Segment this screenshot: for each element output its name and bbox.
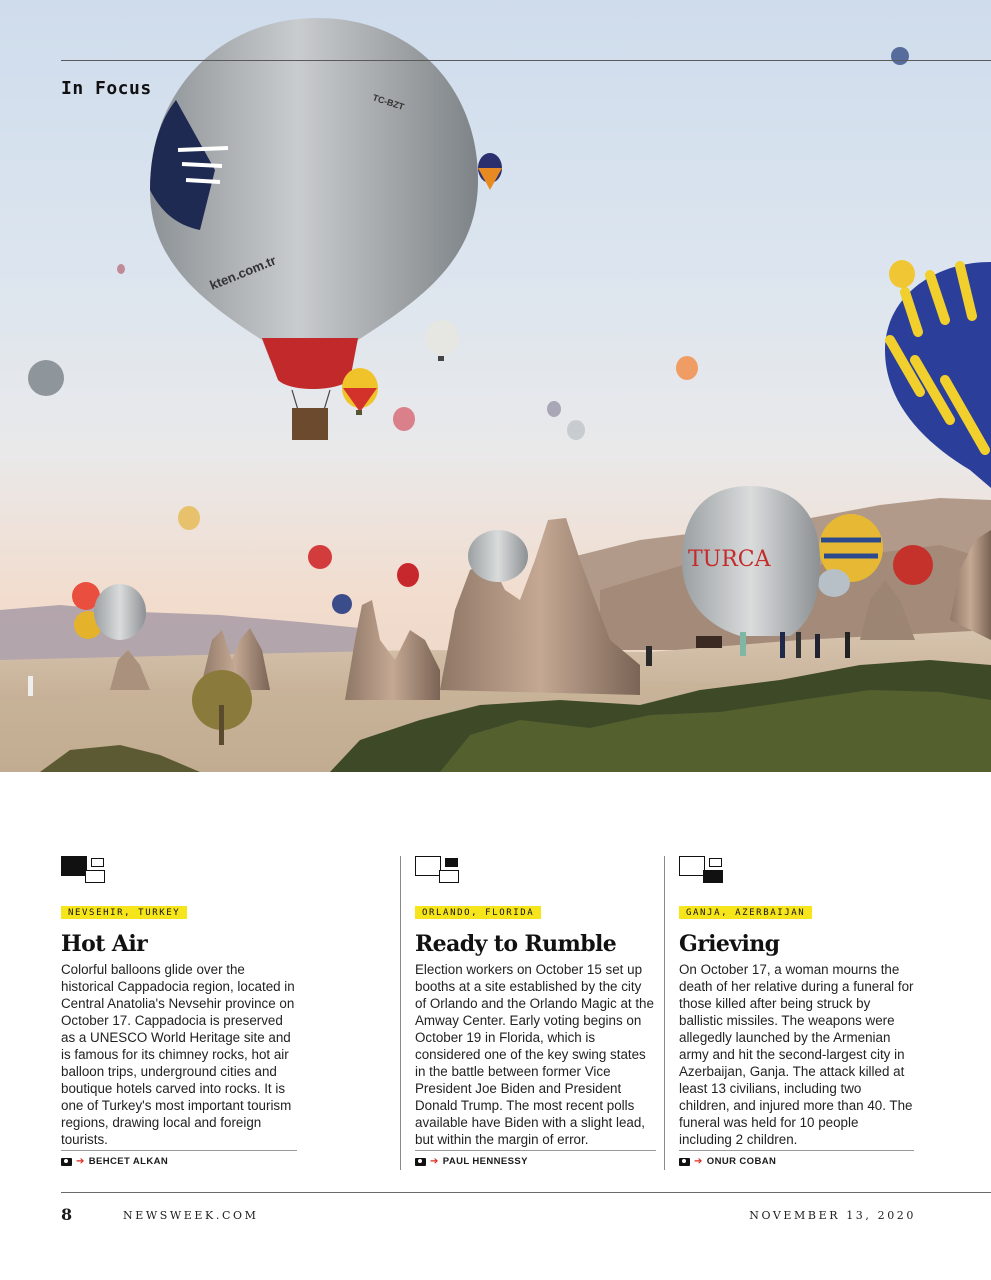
camera-icon bbox=[61, 1158, 72, 1166]
svg-text:kten.com.tr: kten.com.tr bbox=[207, 252, 279, 293]
photographer-name: ONUR COBAN bbox=[706, 1156, 777, 1167]
camera-icon bbox=[415, 1158, 426, 1166]
story-headline: Hot Air bbox=[61, 931, 148, 957]
arrow-right-icon: ➔ bbox=[76, 1155, 85, 1167]
section-label: In Focus bbox=[61, 78, 152, 99]
section-rule bbox=[61, 60, 991, 61]
svg-text:TURCA: TURCA bbox=[688, 547, 771, 572]
location-badge: ORLANDO, FLORIDA bbox=[415, 906, 541, 919]
photo-credit bbox=[415, 1150, 656, 1167]
story-grieving bbox=[664, 856, 914, 1170]
svg-text:TC-BZT: TC-BZT bbox=[371, 92, 406, 112]
story-hot-air bbox=[61, 856, 297, 1170]
photographer-name: PAUL HENNESSY bbox=[442, 1156, 528, 1167]
story-body: On October 17, a woman mourns the death of her relative during a funeral for those killed after being struck by ballistic missiles. The weapons were allegedly launched by the Armenian army and hit the second-largest city in Azerbaijan, Ganja. The attack killed at least 13 civilians, including two children, and injured more than 40. The funeral was held for 10 people including 2 children. bbox=[679, 962, 914, 1147]
camera-icon bbox=[679, 1158, 690, 1166]
page-number: 8 bbox=[61, 1205, 73, 1224]
arrow-right-icon: ➔ bbox=[694, 1155, 703, 1167]
photo-credit bbox=[61, 1150, 297, 1167]
story-body: Election workers on October 15 set up booths at a site established by the city of Orlando and the Orlando Magic at the Amway Center. Early voting begins on October 19 in Florida, which is considered one of the key swing states in the battle between former Vice President Joe Biden and President Donald Trump. The most recent polls available have Biden with a slight lead, but within the margin of error. bbox=[415, 962, 654, 1147]
photo-credit bbox=[679, 1150, 914, 1167]
photo-layout-icon bbox=[61, 856, 107, 886]
story-headline: Ready to Rumble bbox=[415, 931, 617, 957]
arrow-right-icon: ➔ bbox=[430, 1155, 439, 1167]
location-badge: GANJA, AZERBAIJAN bbox=[679, 906, 812, 919]
footer-site: NEWSWEEK.COM bbox=[123, 1209, 259, 1222]
footer-date: NOVEMBER 13, 2020 bbox=[749, 1209, 916, 1222]
story-body: Colorful balloons glide over the historical Cappadocia region, located in Central Anatolia's Nevsehir province on October 17. Cappadocia is preserved as a UNESCO World Heritage site and is famous for its chimney rocks, hot air balloon trips, underground cities and boutique hotels carved into rocks. It is one of Turkey's most important tourism regions, drawing local and foreign tourists. bbox=[61, 962, 295, 1147]
photo-layout-icon bbox=[415, 856, 461, 886]
photographer-name: BEHCET ALKAN bbox=[88, 1156, 169, 1167]
location-badge: NEVSEHIR, TURKEY bbox=[61, 906, 187, 919]
story-ready-to-rumble bbox=[400, 856, 656, 1170]
story-headline: Grieving bbox=[679, 931, 780, 957]
footer-rule bbox=[61, 1192, 991, 1193]
photo-layout-icon bbox=[679, 856, 725, 886]
